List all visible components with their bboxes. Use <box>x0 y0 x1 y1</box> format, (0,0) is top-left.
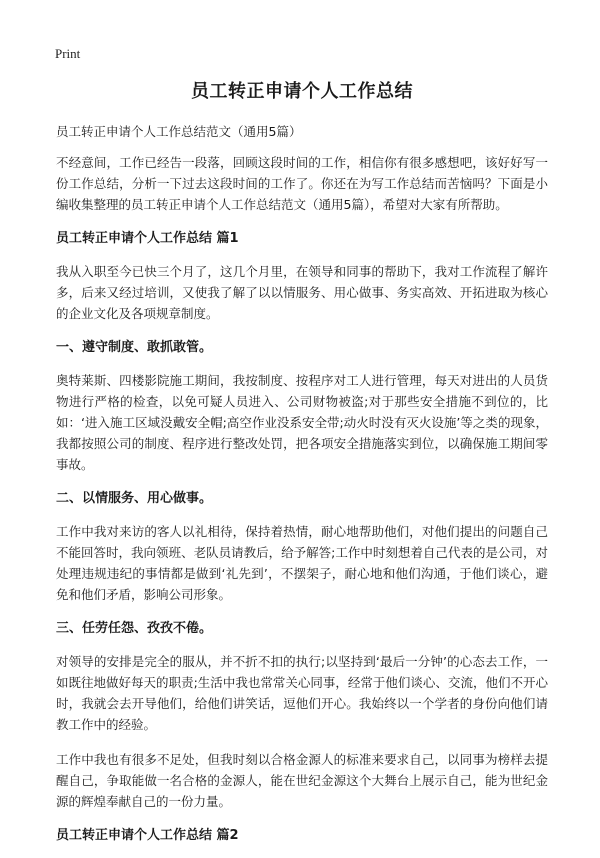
section-heading-1: 员工转正申请个人工作总结 篇1 <box>56 231 239 246</box>
subsection3-paragraph-2: 工作中我也有很多不足处，但我时刻以合格金源人的标准来要求自己，以同事为榜样去提醒自己，争取能做一名合格的金源人，能在世纪金源这个大舞台上展示自己，能为世纪金源的辉煌奉献自己的一份力量。 <box>56 752 548 809</box>
subsection3-paragraph-1: 对领导的安排是完全的服从，并不折不扣的执行;以坚持到‘最后一分钟’的心态去工作，一如既往地做好每天的职责;生活中我也常常关心同事，经常于他们谈心、交流，他们不开心时，我就会去开导他们，给他们讲笑话，逗他们开心。我始终以一个学者的身份向他们请教工作中的经验。 <box>56 654 548 732</box>
subsection2-paragraph: 工作中我对来访的客人以礼相待，保持着热情，耐心地帮助他们，对他们提出的问题自己不能回答时，我向领班、老队员请教后，给予解答;工作中时刻想着自己代表的是公司，对处理违规违纪的事情都是做到‘礼先到’，不摆架子，耐心地和他们沟通，于他们谈心，避免和他们矛盾，影响公司形象。 <box>56 524 548 602</box>
print-link[interactable]: Print <box>55 46 81 61</box>
section1-paragraph: 我从入职至今已快三个月了，这几个月里，在领导和同事的帮助下，我对工作流程了解许多，后来又经过培训，又使我了解了以以情服务、用心做事、务实高效、开拓进取为核心的企业文化及各项规章制度。 <box>56 264 548 321</box>
section-heading-2: 员工转正申请个人工作总结 篇2 <box>56 828 239 843</box>
subheading-3: 三、任劳任怨、孜孜不倦。 <box>56 621 213 636</box>
page-title: 员工转正申请个人工作总结 <box>191 81 413 102</box>
intro-paragraph: 不经意间，工作已经告一段落，回顾这段时间的工作，相信你有很多感想吧，该好好写一份工作总结，分析一下过去这段时间的工作了。你还在为写工作总结而苦恼吗？下面是小编收集整理的员工转正申请个人工作总结范文（通用5篇），希望对大家有所帮助。 <box>56 155 548 212</box>
subheading-1: 一、遵守制度、敢抓敢管。 <box>56 340 213 355</box>
subsection1-paragraph: 奥特莱斯、四楼影院施工期间，我按制度、按程序对工人进行管理，每天对进出的人员货物进行严格的检查，以免可疑人员进入、公司财物被盗;对于那些安全措施不到位的，比如：‘进入施工区域没戴安全帽;高空作业没系安全带;动火时没有灭火设施’等之类的现象，我都按照公司的制度、程序进行整改处罚，把各项安全措施落实到位，以确保施工期间零事故。 <box>56 373 548 472</box>
subheading-2: 二、以情服务、用心做事。 <box>56 491 213 506</box>
document-subtitle: 员工转正申请个人工作总结范文（通用5篇） <box>56 124 302 139</box>
document-body <box>56 80 548 858</box>
